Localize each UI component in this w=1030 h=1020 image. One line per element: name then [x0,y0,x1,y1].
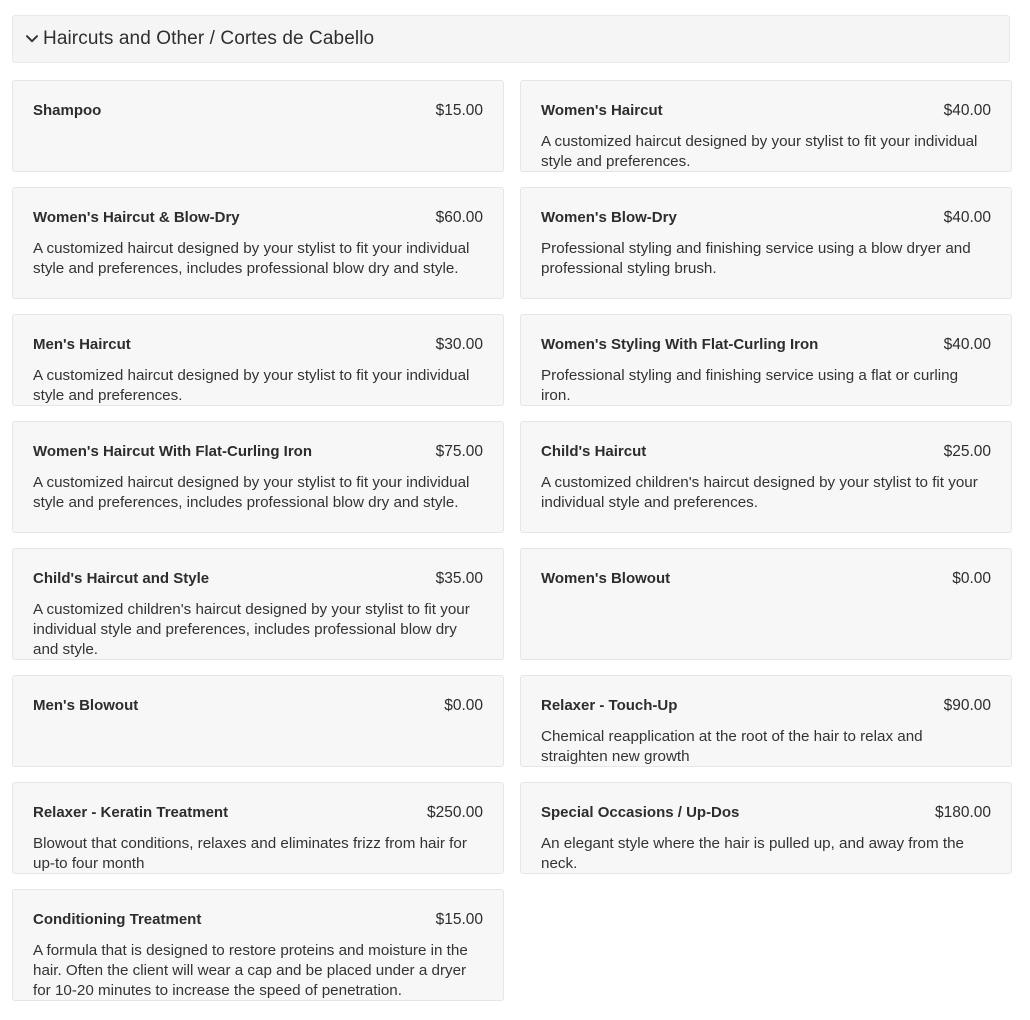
service-price: $15.00 [435,911,483,928]
service-description: Professional styling and finishing service using a blow dryer and professional styling brush. [541,240,971,277]
service-price: $40.00 [943,336,991,353]
service-card[interactable] [12,187,504,299]
service-name: Women's Haircut With Flat-Curling Iron [33,443,312,460]
service-name: Special Occasions / Up-Dos [541,804,740,821]
service-name: Women's Haircut [541,102,663,119]
service-description: Chemical reapplication at the root of the hair to relax and straighten new growth [541,728,923,765]
service-name: Relaxer - Keratin Treatment [33,804,229,821]
service-price: $0.00 [952,570,991,587]
service-price: $40.00 [943,102,991,119]
service-description: A customized children's haircut designed by your stylist to fit your individual style and preferences. [541,474,978,511]
service-name: Relaxer - Touch-Up [541,697,678,714]
service-card[interactable] [12,782,504,874]
service-name: Child's Haircut and Style [33,570,210,587]
service-card[interactable] [12,80,504,172]
service-card[interactable] [520,80,1012,172]
service-price: $180.00 [934,804,991,821]
service-price: $0.00 [444,697,483,714]
service-price: $60.00 [435,209,483,226]
service-card[interactable] [12,889,504,1001]
service-price: $30.00 [435,336,483,353]
service-card[interactable] [12,675,504,767]
service-name: Women's Blow-Dry [541,209,677,226]
service-card[interactable] [520,314,1012,406]
service-name: Women's Blowout [541,570,671,587]
service-price: $75.00 [435,443,483,460]
service-description: A customized haircut designed by your stylist to fit your individual style and preferences, includes professional blow dry and style. [33,474,470,511]
service-price: $35.00 [435,570,483,587]
service-name: Conditioning Treatment [33,911,202,928]
service-card[interactable] [12,548,504,660]
service-name: Shampoo [33,102,102,119]
service-card[interactable] [12,314,504,406]
service-card[interactable] [520,421,1012,533]
service-description: A customized children's haircut designed by your stylist to fit your individual style and preferences, includes professional blow dry and style. [33,601,470,658]
service-price: $90.00 [943,697,991,714]
chevron-down-icon[interactable] [25,32,39,46]
service-name: Child's Haircut [541,443,647,460]
section-header[interactable] [12,15,1010,63]
service-name: Men's Haircut [33,336,131,353]
service-description: A formula that is designed to restore proteins and moisture in the hair. Often the client will wear a cap and be placed under a dryer for 10-20 minutes to increase the speed of penetration. [33,942,468,999]
service-card[interactable] [520,187,1012,299]
service-card[interactable] [520,675,1012,767]
service-description: An elegant style where the hair is pulled up, and away from the neck. [541,835,964,872]
service-description: A customized haircut designed by your stylist to fit your individual style and preferences. [33,367,470,404]
service-price: $15.00 [435,102,483,119]
service-card[interactable] [520,548,1012,660]
service-name: Men's Blowout [33,697,139,714]
service-card[interactable] [520,782,1012,874]
service-price: $25.00 [943,443,991,460]
service-description: Professional styling and finishing service using a flat or curling iron. [541,367,959,404]
service-card[interactable] [12,421,504,533]
service-price: $40.00 [943,209,991,226]
service-description: Blowout that conditions, relaxes and eliminates frizz from hair for up-to four month [33,835,467,872]
service-price: $250.00 [426,804,483,821]
service-name: Women's Styling With Flat-Curling Iron [541,336,819,353]
service-description: A customized haircut designed by your stylist to fit your individual style and preferences. [541,133,978,170]
service-name: Women's Haircut & Blow-Dry [33,209,240,226]
service-description: A customized haircut designed by your stylist to fit your individual style and preferences, includes professional blow dry and style. [33,240,470,277]
section-title: Haircuts and Other / Cortes de Cabello [43,28,375,49]
